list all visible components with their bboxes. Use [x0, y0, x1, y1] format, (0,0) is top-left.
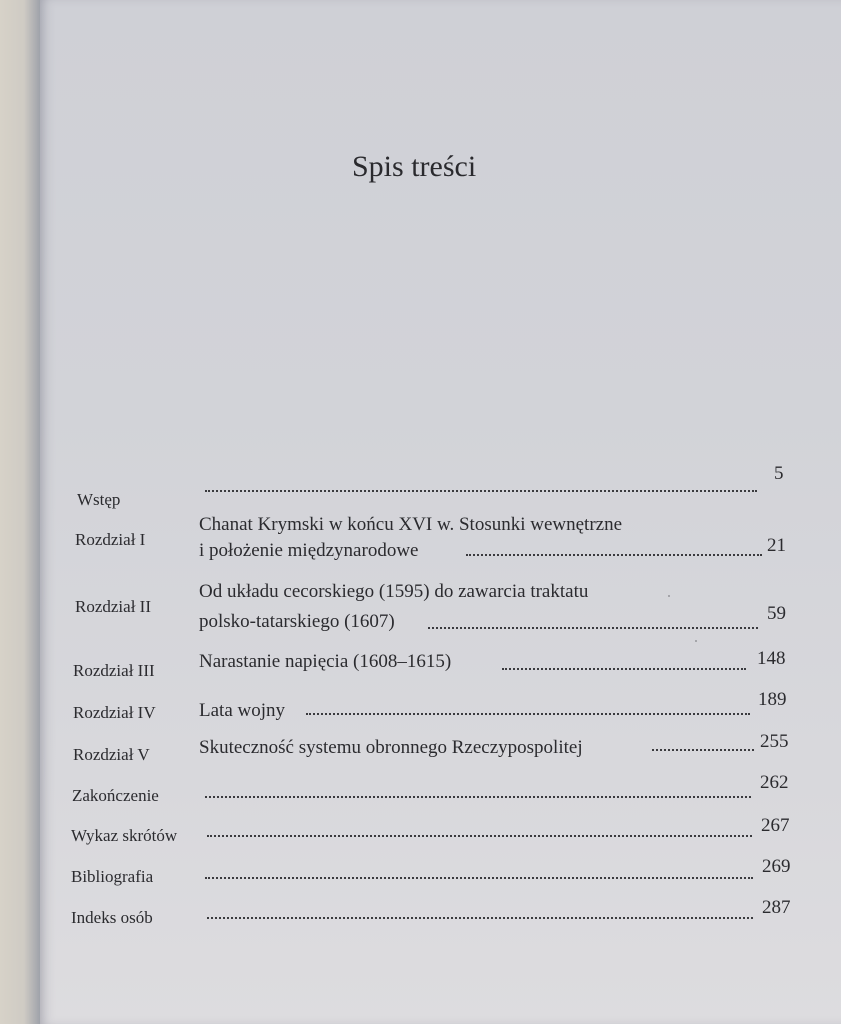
- toc-page-number: 287: [762, 897, 791, 918]
- toc-entry-label: Wykaz skrótów: [71, 826, 178, 845]
- dot-leader: [205, 490, 757, 492]
- page-title: Spis treści: [352, 150, 477, 183]
- toc-entry-title-line: polsko-tatarskiego (1607): [199, 611, 395, 632]
- dot-leader: [502, 668, 746, 670]
- dot-leader: [205, 796, 751, 798]
- toc-entry-label: Rozdział III: [73, 661, 155, 680]
- toc-page-number: 148: [757, 648, 786, 669]
- toc-page-number: 5: [774, 463, 784, 484]
- toc-page-number: 21: [767, 535, 786, 556]
- toc-entry-label: Bibliografia: [71, 867, 154, 886]
- toc-entry-label: Indeks osób: [71, 908, 153, 927]
- toc-entry-label: Rozdział IV: [73, 703, 156, 722]
- toc-page-number: 59: [767, 603, 786, 624]
- toc-entry-label: Rozdział I: [75, 530, 146, 549]
- dot-leader: [466, 554, 762, 556]
- toc-entry-label: Wstęp: [77, 490, 121, 509]
- toc-entry-label: Rozdział II: [75, 597, 151, 616]
- toc-entry-label: Zakończenie: [72, 786, 159, 805]
- dot-leader: [306, 713, 750, 715]
- toc-page-number: 255: [760, 731, 789, 752]
- toc-entry-title-line: Skuteczność systemu obronnego Rzeczypospolitej: [199, 737, 583, 758]
- dot-leader: [207, 835, 752, 837]
- toc-entry-title-line: i położenie międzynarodowe: [199, 540, 419, 561]
- toc-entry-label: Rozdział V: [73, 745, 150, 764]
- toc-entry-title-line: Narastanie napięcia (1608–1615): [199, 651, 452, 672]
- dot-leader: [652, 749, 754, 751]
- dot-leader: [205, 877, 753, 879]
- toc-page-number: 262: [760, 772, 789, 793]
- toc-page-number: 269: [762, 856, 791, 877]
- toc-entry-title-line: Od układu cecorskiego (1595) do zawarcia traktatu: [199, 581, 589, 602]
- toc-page-number: 267: [761, 815, 790, 836]
- toc-entry-title-line: Chanat Krymski w końcu XVI w. Stosunki wewnętrzne: [199, 514, 623, 535]
- toc-entry-title-line: Lata wojny: [199, 700, 286, 721]
- dot-leader: [428, 627, 758, 629]
- dot-leader: [207, 917, 753, 919]
- toc-page-number: 189: [758, 689, 787, 710]
